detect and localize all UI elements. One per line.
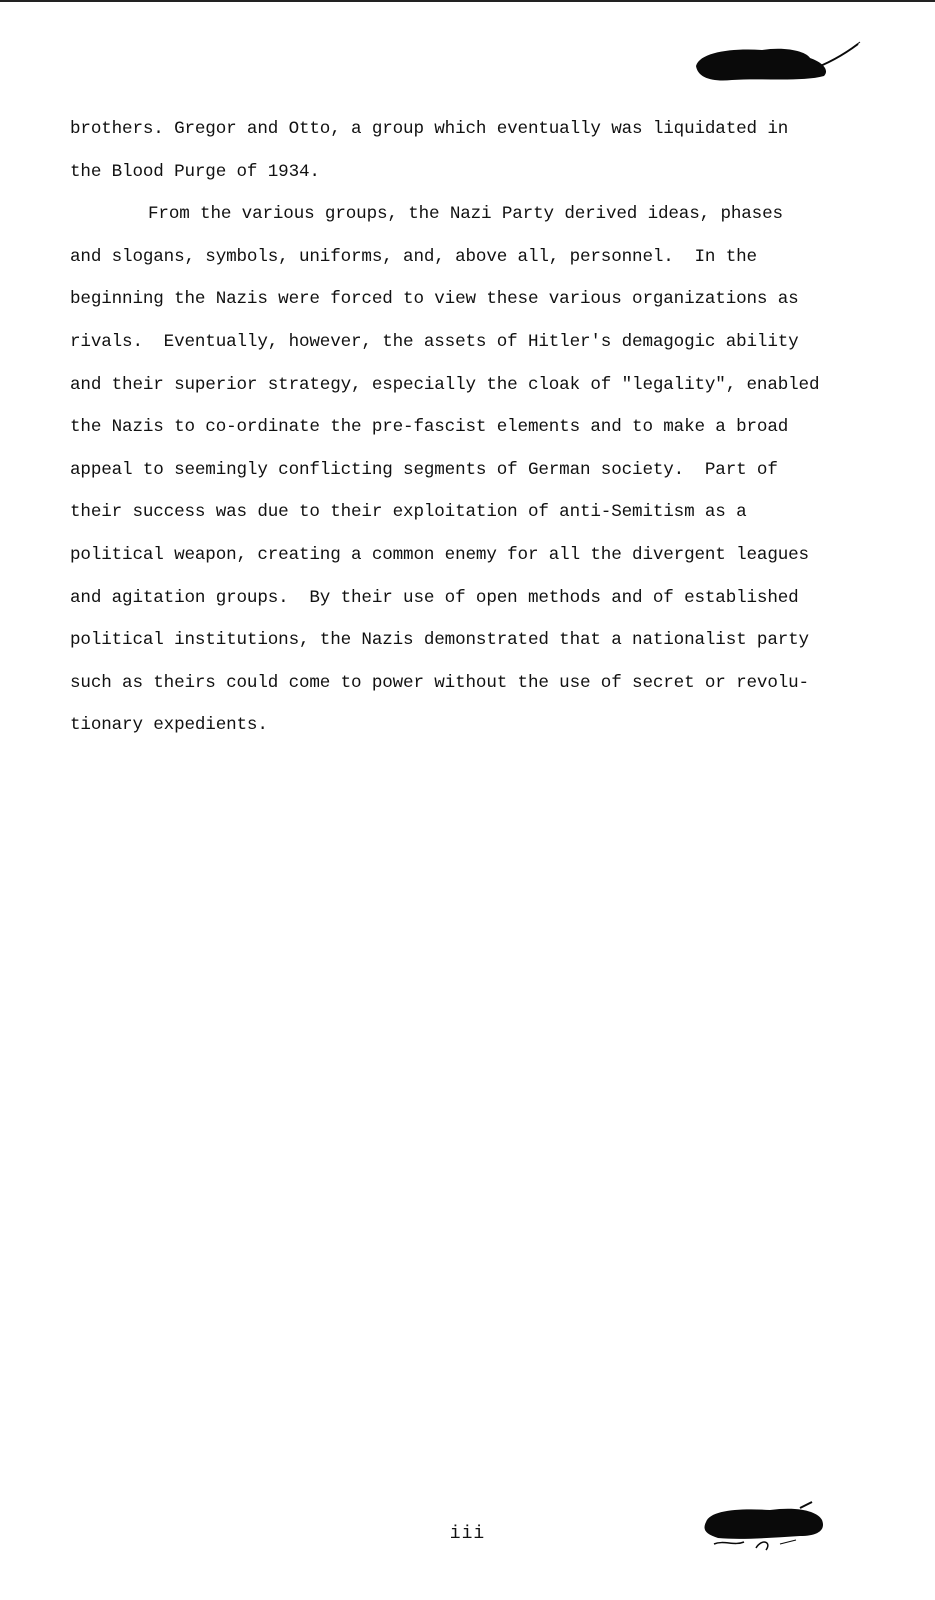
page-top-border	[0, 0, 935, 2]
text-line: and slogans, symbols, uniforms, and, above all, personnel. In the	[70, 246, 757, 267]
text-line: their success was due to their exploitation of anti-Semitism as a	[70, 502, 747, 523]
paragraph-first-line: From the various groups, the Nazi Party derived ideas, phases	[148, 204, 783, 225]
text-line: appeal to seemingly conflicting segments of German society. Part of	[70, 459, 778, 480]
redaction-mark-top	[692, 40, 862, 90]
text-line: political weapon, creating a common enemy for all the divergent leagues	[70, 544, 809, 565]
text-line: the Blood Purge of 1934.	[70, 161, 320, 182]
redaction-mark-bottom	[700, 1500, 850, 1560]
text-line: the Nazis to co-ordinate the pre-fascist elements and to make a broad	[70, 417, 789, 438]
page-number: iii	[449, 1524, 486, 1544]
document-body	[70, 108, 860, 747]
text-line: rivals. Eventually, however, the assets of Hitler's demagogic ability	[70, 331, 799, 352]
text-line: tionary expedients.	[70, 715, 268, 736]
text-line: beginning the Nazis were forced to view these various organizations as	[70, 289, 799, 310]
text-line: brothers. Gregor and Otto, a group which eventually was liquidated in	[70, 119, 789, 139]
text-line: such as theirs could come to power without the use of secret or revolu-	[70, 672, 809, 693]
text-line: political institutions, the Nazis demonstrated that a nationalist party	[70, 630, 809, 651]
text-line: and their superior strategy, especially the cloak of "legality", enabled	[70, 374, 820, 395]
text-line: and agitation groups. By their use of open methods and of established	[70, 587, 799, 608]
